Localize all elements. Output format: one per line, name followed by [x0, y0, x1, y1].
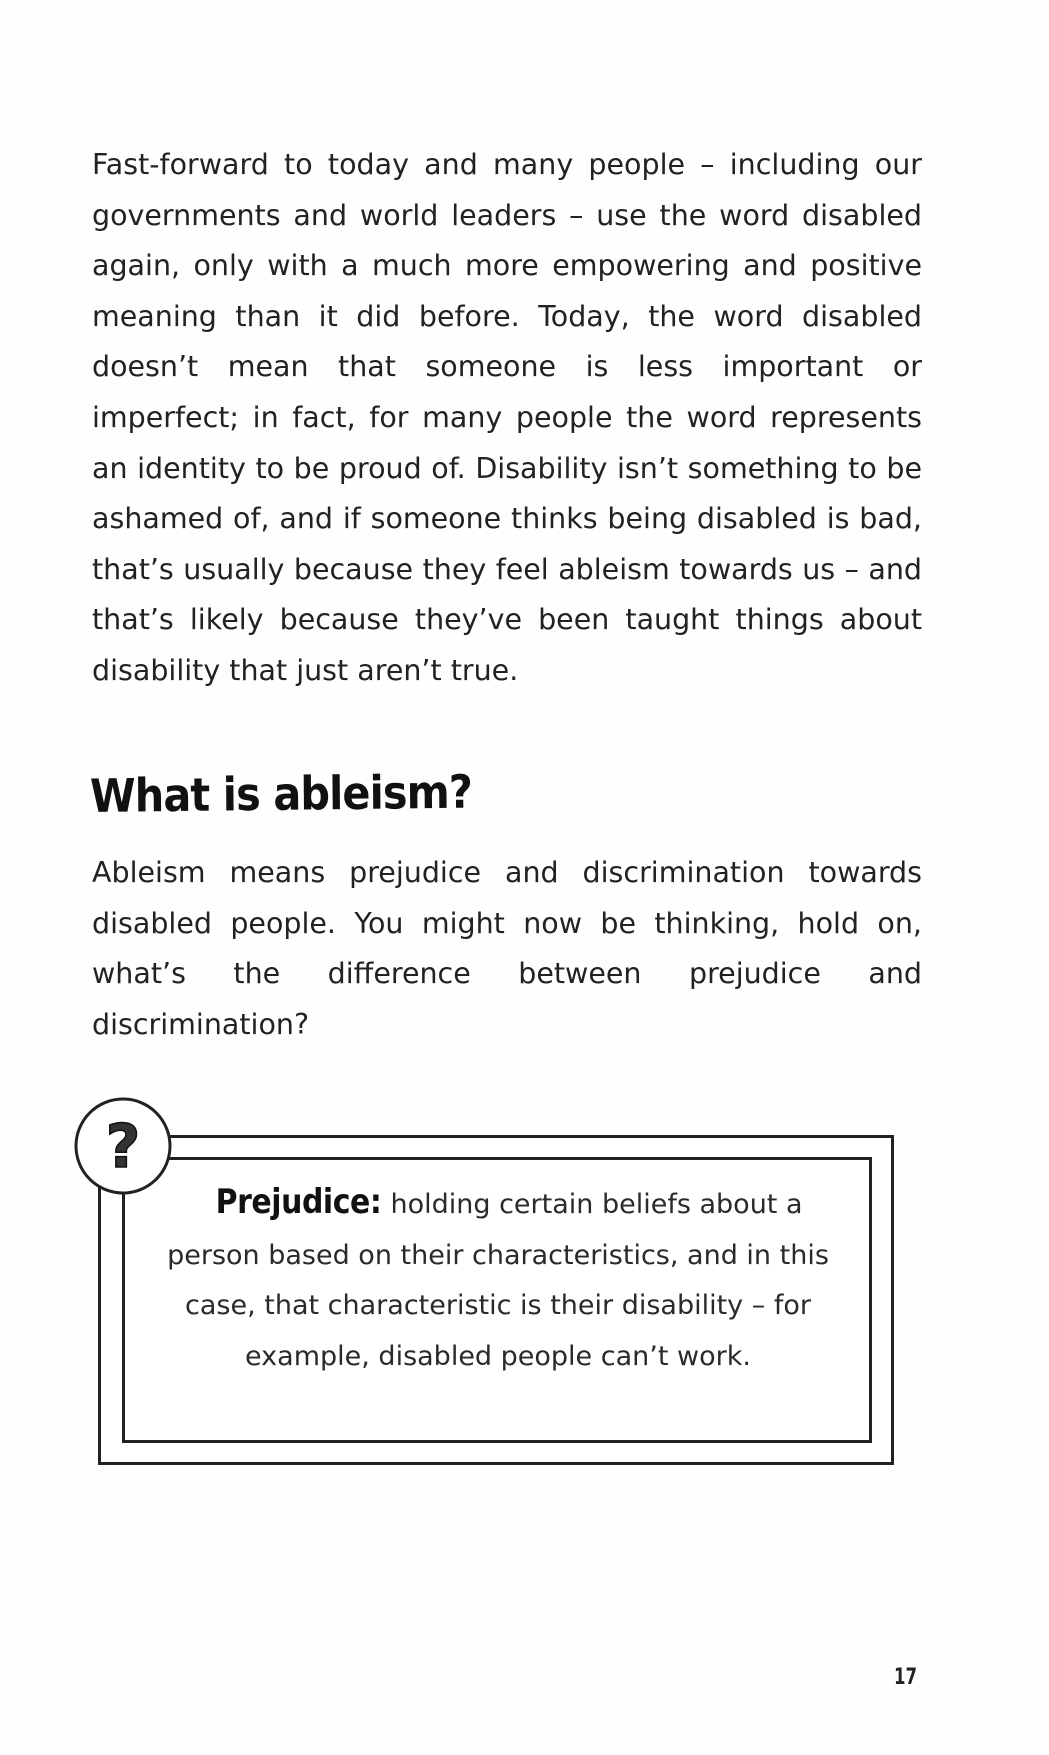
definition-content — [148, 1177, 848, 1382]
definition-term: Prejudice: — [216, 1182, 382, 1222]
body-paragraph-ableism: Ableism means prejudice and discrimination towards disabled people. You might now be thinking, hold on, what’s the difference between prejudice and discrimination? — [92, 856, 922, 1041]
definition-text: holding certain beliefs about a person based on their characteristics, and in this case, that characteristic is their disability – for example, disabled people can’t work. — [167, 1189, 829, 1372]
definition-box — [98, 1135, 894, 1465]
section-heading: What is ableism? — [89, 764, 473, 823]
question-mark-glyph: ? — [105, 1112, 141, 1182]
question-mark-icon-graphic — [72, 1095, 174, 1197]
body-paragraph-intro: Fast-forward to today and many people – including our governments and world leaders – use the word disabled again, only with a much more empowering and positive meaning than it did before. Today, the word disabled doesn’t mean that someone is less important or imperfect; in fact, for many people the word represents an identity to be proud of. Disability isn’t something to be ashamed of, and if someone thinks being disabled is bad, that’s usually because they feel ableism towards us – and that’s likely because they’ve been taught things about disability that just aren’t true. — [92, 148, 922, 687]
page-number: 17 — [894, 1665, 917, 1690]
question-mark-icon — [72, 1095, 174, 1197]
